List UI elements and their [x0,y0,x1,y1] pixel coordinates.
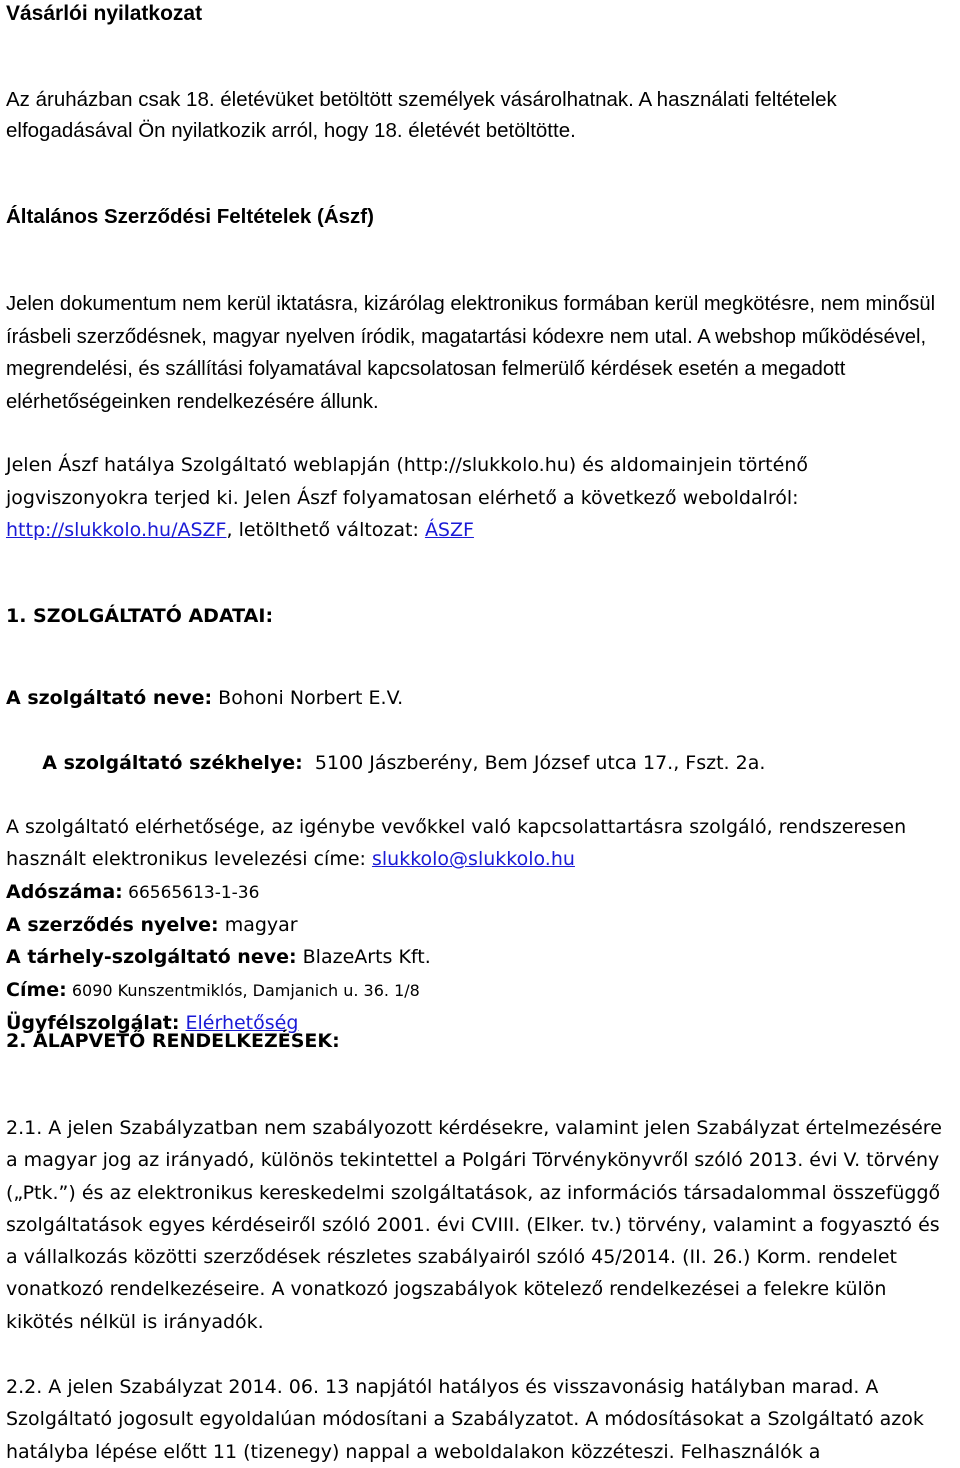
host-address-label: Címe: [6,978,67,1001]
provider-seat-label: A szolgáltató székhelye: [42,751,303,774]
aszf-download-link[interactable]: ÁSZF [424,519,474,541]
provider-seat-row [6,714,954,811]
host-address-value: 6090 Kunszentmiklós, Damjanich u. 36. 1/8 [66,980,420,1000]
provider-name-row [6,682,954,714]
provider-tax-label: Adószáma: [6,880,123,903]
scope-paragraph [6,449,954,547]
provider-seat-value: 5100 Jászberény, Bem József utca 17., Fszt. 2a. [302,751,766,774]
host-provider-value: BlazeArts Kft. [296,946,431,969]
contract-language-value: magyar [218,914,298,937]
provider-name-value: Bohoni Norbert E.V. [212,687,404,709]
contract-language-label: A szerződés nyelve: [6,914,219,937]
intro-paragraph: Jelen dokumentum nem kerül iktatásra, kizárólag elektronikus formában kerül megkötésre, nem minősül írásbeli szerződésnek, magyar nyelven íródik, magatartási kódexre nem utal. A webshop működésével, megrendelési, és szállítási folyamatával kapcsolatosan felmerülő kérdések esetén a megadott elérhetőségeinken rendelkezésére állunk. [6,293,936,413]
section2-heading: 2. ALAPVETŐ RENDELKEZÉSEK: [6,1030,340,1052]
host-address-row [6,974,954,1007]
aszf-heading: Általános Szerződési Feltételek (Ászf) [6,205,374,228]
download-text: , letölthető változat: [226,519,425,541]
provider-contact-row [6,811,954,876]
aszf-url-link[interactable]: http://slukkolo.hu/ASZF [6,519,227,541]
paragraph-2-2: 2.2. A jelen Szabályzat 2014. 06. 13 napjától hatályos és visszavonásig hatályban marad. A Szolgáltató jogosult egyoldalúan módosítani a Szabályzatot. A módosításokat a Szolgáltató azok hatályba lépése előtt 11 (tizenegy) nappal a weboldalakon közzéteszi. Felhasználók a [6,1376,924,1463]
provider-name-label: A szolgáltató neve: [6,687,213,709]
page-title: Vásárlói nyilatkozat [6,2,203,25]
paragraph-2-1: 2.1. A jelen Szabályzatban nem szabályozott kérdésekre, valamint jelen Szabályzat értelmezésére a magyar jog az irányadó, különös tekintettel a Polgári Törvénykönyvről szóló 2013. évi V. törvény („Ptk.”) és az elektronikus kereskedelmi szolgáltatások, az információs társadalommal összefüggő szolgáltatások egyes kérdéseiről szóló 2001. évi CVIII. (Elker. tv.) törvény, valamint a fogyasztó és a vállalkozás közötti szerződések részletes szabályairól szóló 45/2014. (II. 26.) Korm. rendelet vonatkozó rendelkezéseire. A vonatkozó jogszabályok kötelező rendelkezései a felekre külön kikötés nélkül is irányadók. [6,1117,942,1333]
provider-email-link[interactable]: slukkolo@slukkolo.hu [371,848,575,871]
provider-details [6,682,954,1039]
provider-tax-value: 66565613-1-36 [122,882,260,903]
age-notice: Az áruházban csak 18. életévüket betöltött személyek vásárolhatnak. A használati feltételek elfogadásával Ön nyilatkozik arról, hogy 18. életévét betöltötte. [6,88,837,142]
contract-language-row [6,909,954,941]
section1-heading: 1. SZOLGÁLTATÓ ADATAI: [6,605,274,627]
provider-tax-row [6,876,954,909]
provider-contact-text: A szolgáltató elérhetősége, az igénybe vevőkkel való kapcsolattartásra szolgáló, rendszeresen használt elektronikus levelezési címe: [6,816,907,871]
host-provider-label: A tárhely-szolgáltató neve: [6,946,297,969]
scope-text: Jelen Ászf hatálya Szolgáltató weblapján (http://slukkolo.hu) és aldomainjein történő jogviszonyokra terjed ki. Jelen Ászf folyamatosan elérhető a következő weboldalról: [6,454,808,509]
host-provider-row [6,941,954,973]
customer-service-link[interactable]: Elérhetőség [185,1011,299,1034]
customer-service-label: Ügyfélszolgálat: [6,1011,180,1034]
